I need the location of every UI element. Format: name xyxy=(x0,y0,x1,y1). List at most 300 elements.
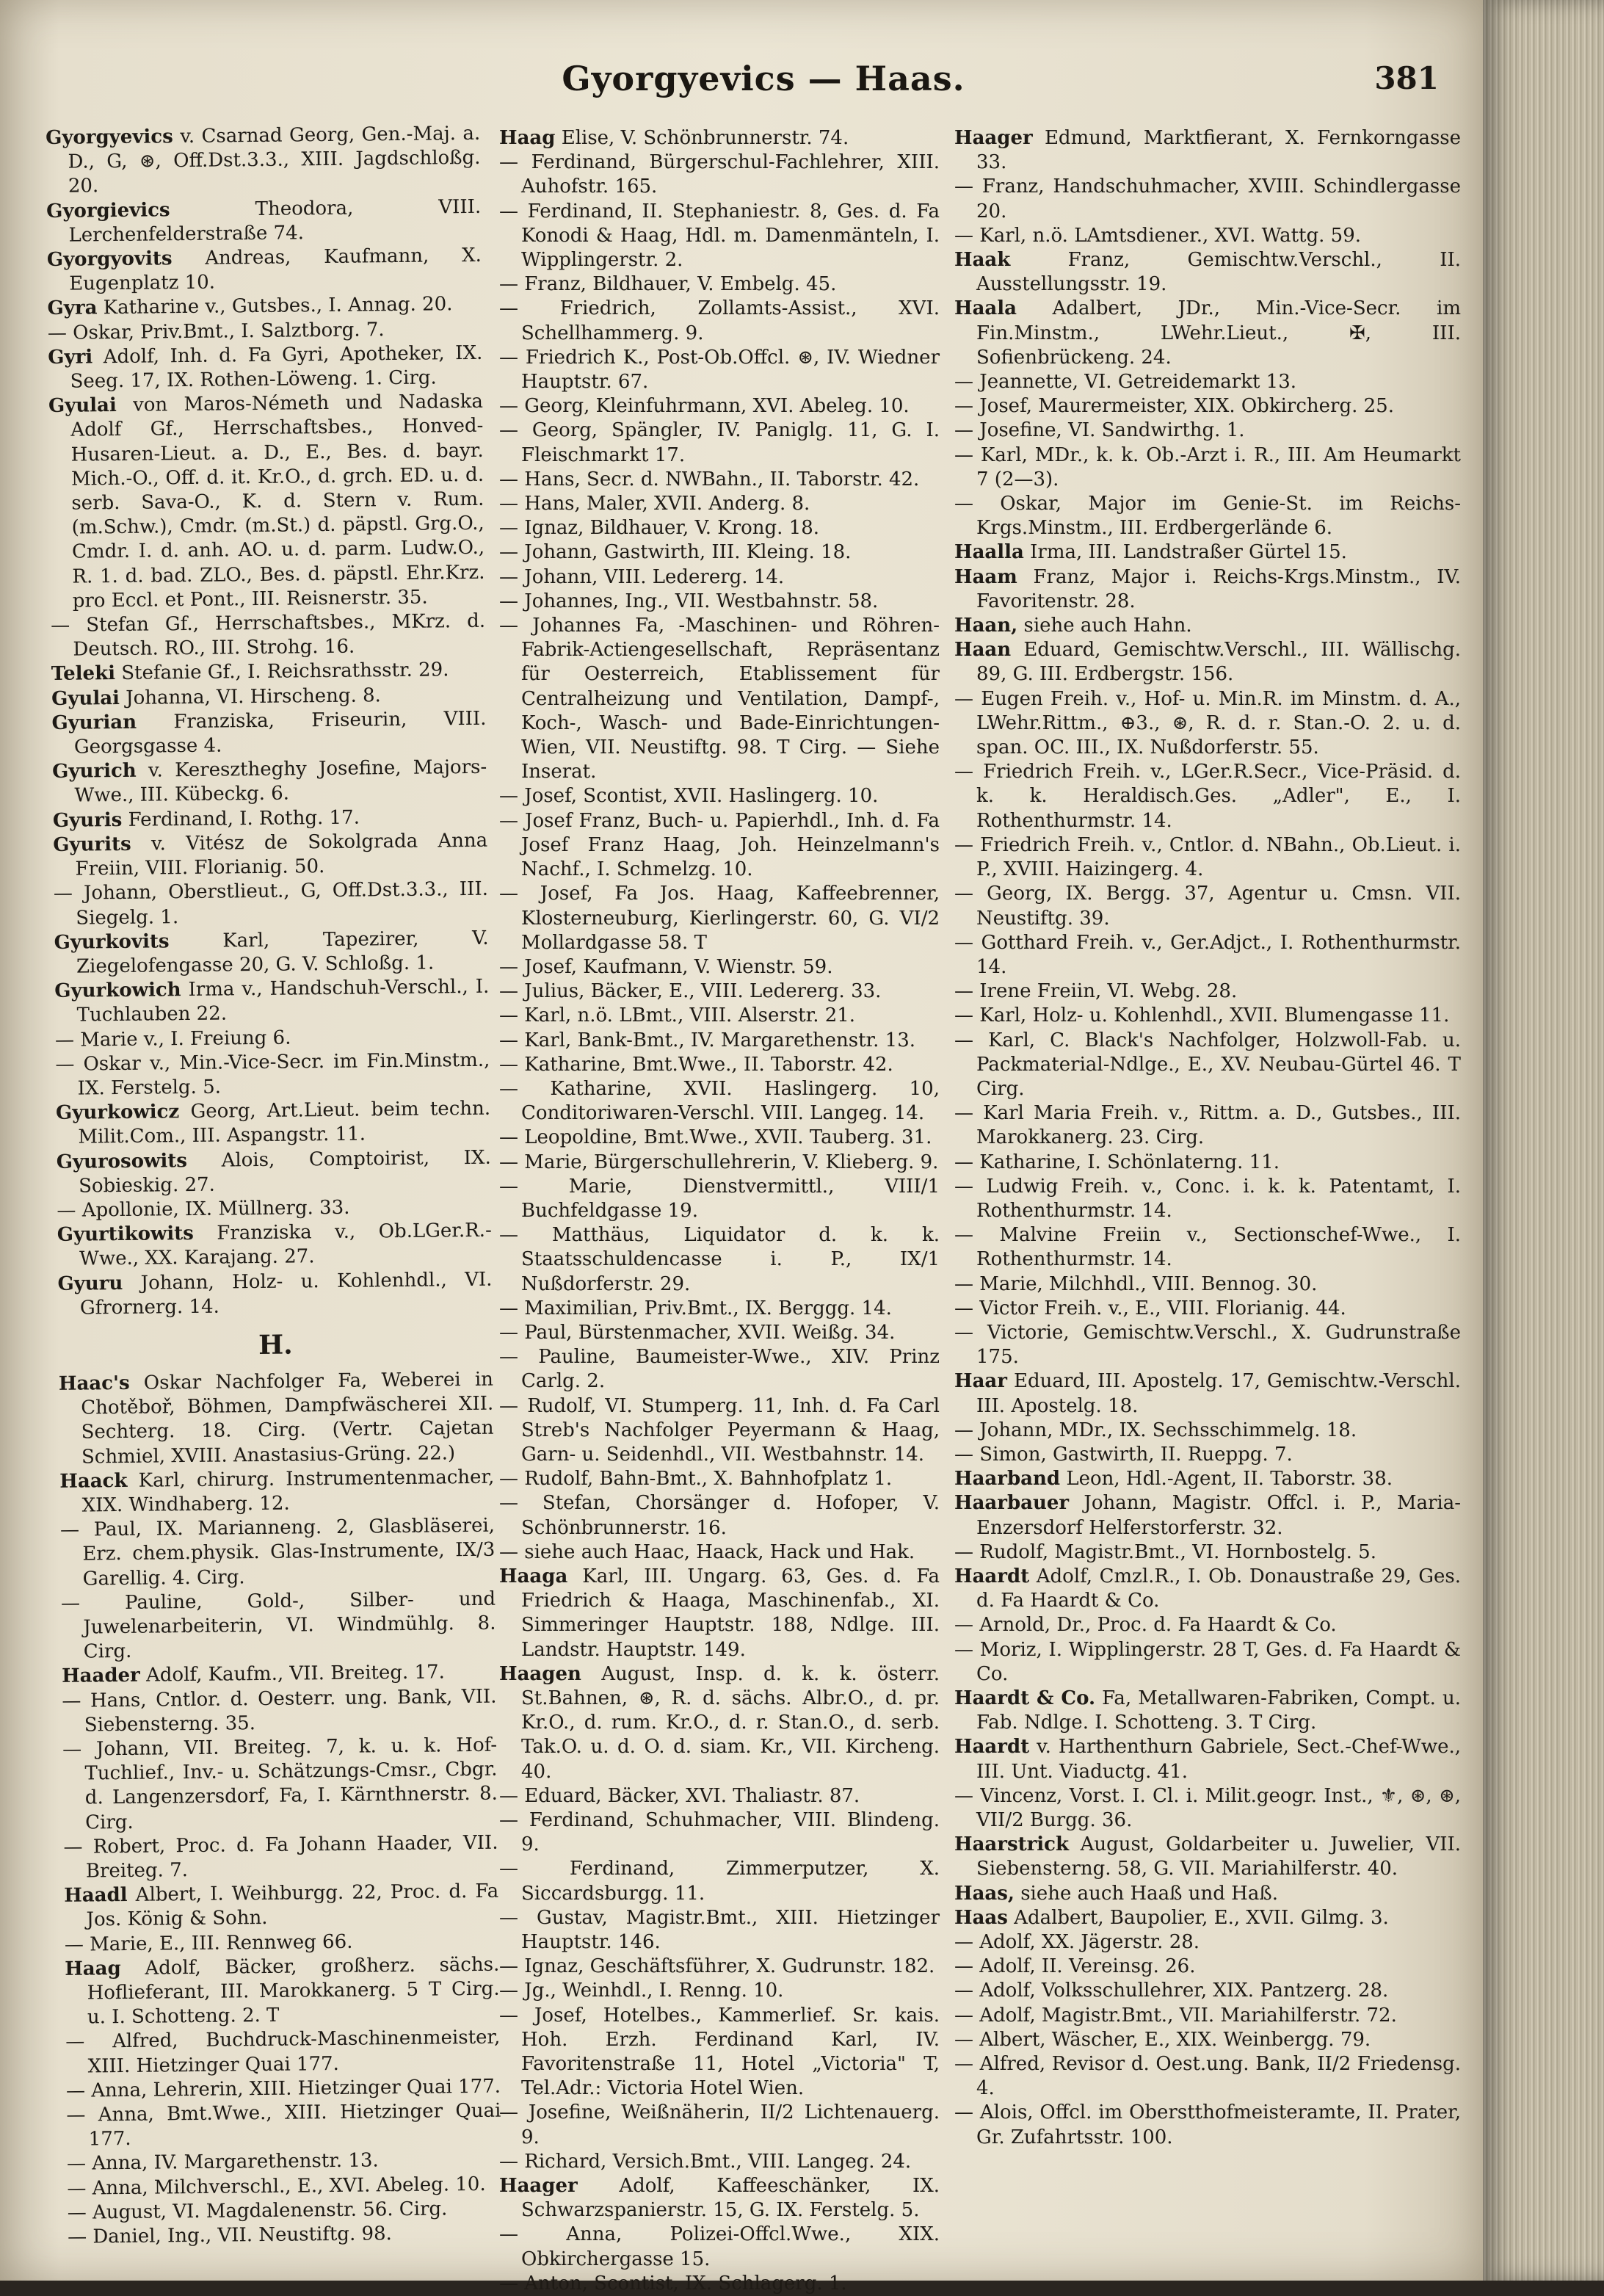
directory-entry xyxy=(954,126,1461,175)
directory-entry xyxy=(954,1321,1461,1369)
entry-surname: Haardt xyxy=(954,1736,1030,1759)
entry-details: siehe auch Hahn. xyxy=(1023,615,1192,637)
entry-surname: Gyulai xyxy=(51,687,120,710)
entry-details: — Apollonie, IX. Müllnerg. 33. xyxy=(57,1196,350,1222)
entry-surname: Gyorgyovits xyxy=(46,247,173,272)
entry-details: v. Harthenthurn Gabriele, Sect.-Chef-Wwe., III. Unt. Viaductg. 41. xyxy=(976,1736,1461,1783)
entry-details: — Georg, Spängler, IV. Paniglg. 11, G. I. Fleischmarkt 17. xyxy=(499,419,940,466)
directory-entry xyxy=(499,1467,940,1491)
entry-details: — Katharine, I. Schönlaterng. 11. xyxy=(954,1151,1280,1173)
entry-surname: Haag xyxy=(65,1957,121,1980)
entry-details: Adolf, Kaufm., VII. Breiteg. 17. xyxy=(145,1661,445,1687)
entry-details: — August, VI. Magdalenenstr. 56. Cirg. xyxy=(67,2198,448,2224)
directory-entry xyxy=(954,687,1461,761)
entry-surname: Gyurkowich xyxy=(54,979,181,1003)
entry-details: Ferdinand, I. Rothg. 17. xyxy=(128,806,360,831)
directory-entry xyxy=(51,609,486,663)
entry-surname: Haala xyxy=(954,297,1017,320)
directory-entry xyxy=(47,292,482,321)
entry-details: — Alois, Offcl. im Oberstthofmeisteramte, II. Prater, Gr. Zufahrtsstr. 100. xyxy=(954,2101,1461,2148)
directory-entry xyxy=(499,1662,940,1784)
directory-entry xyxy=(954,2101,1461,2149)
entry-details: Irma, III. Landstraßer Gürtel 15. xyxy=(1030,541,1347,564)
entry-surname: Gyra xyxy=(47,297,98,320)
entry-details: — Ferdinand, Zimmerputzer, X. Siccardsburgg. 11. xyxy=(499,1858,940,1905)
entry-details: — Johann, Gastwirth, III. Kleing. 18. xyxy=(499,541,852,564)
directory-entry xyxy=(54,877,489,931)
entry-details: Karl, III. Ungarg. 63, Ges. d. Fa Friedrich & Haaga, Maschinenfab., XI. Simmeringer Hauptstr. 188, Ndlge. III. Landstr. Hauptstr. 149. xyxy=(521,1565,940,1661)
entry-surname: Gyuru xyxy=(57,1272,123,1295)
directory-entry xyxy=(499,2272,940,2296)
entry-details: — Marie, Bürgerschullehrerin, V. Klieberg. 9. xyxy=(499,1151,939,1173)
directory-entry xyxy=(954,1369,1461,1418)
entry-surname: Haan, xyxy=(954,615,1018,637)
directory-entry xyxy=(954,1272,1461,1297)
entry-details: — Friedrich Freih. v., LGer.R.Secr., Vice-Präsid. d. k. k. Heraldisch.Ges. „Adler", E., I. Rothenthurmstr. 14. xyxy=(954,761,1461,832)
entry-details: — Johannes Fa, -Maschinen- und Röhren-Fabrik-Actiengesellschaft, Repräsentanz für Oesterreich, Etablissement für Centralheizung und Ventilation, Dampf-, Koch-, Wasch- und Bade-Einrichtungen- Wien, VII. Neustiftg. 98. T Cirg. — Siehe Inserat. xyxy=(499,615,940,783)
directory-entry xyxy=(954,2052,1461,2101)
entry-details: — Eugen Freih. v., Hof- u. Min.R. im Minstm. d. A., LWehr.Rittm., ⊕3., ⊛, R. d. r. Stan.-O. 2. u. d. span. OC. III., IX. Nußdorferstr. 55. xyxy=(954,687,1461,759)
directory-entry xyxy=(57,1145,492,1199)
entry-details: — Josef, Hotelbes., Kammerlief. Sr. kais. Hoh. Erzh. Ferdinand Karl, IV. Favoritenstraße 11, Hotel „Victoria" T, Tel.Adr.: Victoria Hotel Wien. xyxy=(499,2004,940,2100)
entry-surname: Haalla xyxy=(954,541,1024,564)
entry-details: — Marie, E., III. Rennweg 66. xyxy=(64,1930,353,1956)
directory-entry xyxy=(48,390,485,614)
entry-details: — Ignaz, Bildhauer, V. Krong. 18. xyxy=(499,517,820,540)
entry-details: Alois, Comptoirist, IX. Sobieskig. 27. xyxy=(78,1146,491,1198)
entry-details: Franziska, Friseurin, VIII. Georgsgasse 4. xyxy=(73,707,487,758)
column-2 xyxy=(499,126,940,2295)
directory-entry xyxy=(954,224,1461,248)
entry-details: Theodora, VIII. Lerchenfelderstraße 74. xyxy=(68,195,482,247)
directory-entry xyxy=(499,1077,940,1126)
entry-surname: Teleki xyxy=(51,662,116,686)
directory-entry xyxy=(68,2197,502,2226)
directory-entry xyxy=(51,707,487,761)
entry-details: — Julius, Bäcker, E., VIII. Ledererg. 33. xyxy=(499,980,882,1003)
entry-details: — Rudolf, Magistr.Bmt., VI. Hornbostelg. 5. xyxy=(954,1540,1376,1563)
directory-entry xyxy=(60,1514,496,1592)
entry-details: — Oskar v., Min.-Vice-Secr. im Fin.Minstm., IX. Ferstelg. 5. xyxy=(55,1049,490,1100)
entry-details: Andreas, Kaufmann, X. Eugenplatz 10. xyxy=(69,244,482,295)
entry-details: — Maximilian, Priv.Bmt., IX. Berggg. 14. xyxy=(499,1297,892,1319)
entry-surname: Gyurosowits xyxy=(56,1149,188,1173)
directory-entry xyxy=(57,1219,493,1272)
directory-entry xyxy=(954,1223,1461,1272)
directory-entry xyxy=(499,1491,940,1540)
entry-surname: Gyorgyevics xyxy=(46,126,173,149)
directory-entry xyxy=(56,1097,491,1151)
entry-details: — Arnold, Dr., Proc. d. Fa Haardt & Co. xyxy=(954,1614,1337,1637)
entry-details: — Anna, Lehrerin, XIII. Hietzinger Quai 177. xyxy=(65,2075,501,2102)
directory-entry xyxy=(954,1613,1461,1637)
entry-details: — Karl, Bank-Bmt., IV. Margarethenstr. 13. xyxy=(499,1029,916,1051)
entry-details: Adalbert, Baupolier, E., XVII. Gilmg. 3. xyxy=(1014,1906,1389,1929)
directory-entry xyxy=(954,638,1461,687)
entry-details: siehe auch Haaß und Haß. xyxy=(1020,1882,1278,1905)
directory-entry xyxy=(46,122,481,200)
directory-entry xyxy=(499,784,940,808)
entry-details: — Hans, Secr. d. NWBahn., II. Taborstr. 42. xyxy=(499,468,920,490)
directory-entry xyxy=(954,1467,1461,1491)
entry-details: — Karl, C. Black's Nachfolger, Holzwoll-Fab. u. Packmaterial-Ndlge., E., XV. Neubau-Gürtel 46. T Cirg. xyxy=(954,1029,1461,1100)
entry-details: — Adolf, Magistr.Bmt., VII. Mariahilferstr. 72. xyxy=(954,2004,1397,2027)
entry-details: — Karl Maria Freih. v., Rittm. a. D., Gutsbes., III. Marokkanerg. 23. Cirg. xyxy=(954,1102,1461,1149)
directory-entry xyxy=(954,1540,1461,1565)
entry-details: — Johann, MDr., IX. Sechsschimmelg. 18. xyxy=(954,1419,1357,1441)
entry-details: — Paul, IX. Marianneng. 2, Glasbläserei, Erz. chem.physik. Glas-Instrumente, IX/3 Garellig. 4. Cirg. xyxy=(59,1514,496,1590)
entry-details: — Hans, Maler, XVII. Anderg. 8. xyxy=(499,493,810,515)
entry-details: Johanna, VI. Hirscheng. 8. xyxy=(126,684,382,709)
entry-details: — Ignaz, Geschäftsführer, X. Gudrunstr. 182. xyxy=(499,1955,935,1978)
entry-surname: Gyulai xyxy=(48,394,117,418)
directory-entry xyxy=(954,540,1461,565)
entry-details: — Eduard, Bäcker, XVI. Thaliastr. 87. xyxy=(499,1784,860,1807)
entry-details: — Alfred, Revisor d. Oest.ung. Bank, II/2 Friedensg. 4. xyxy=(954,2053,1461,2100)
entry-details: — Friedrich Freih. v., Cntlor. d. NBahn., Ob.Lieut. i. P., XVIII. Haizingerg. 4. xyxy=(954,833,1461,881)
entry-details: — Oskar, Major im Genie-St. im Reichs-Krgs.Minstm., III. Erdbergerlände 6. xyxy=(954,493,1461,540)
directory-entry xyxy=(499,297,940,345)
directory-entry xyxy=(499,151,940,199)
entry-details: Johann, Magistr. Offcl. i. P., Maria-Enzersdorf Helferstorferstr. 32. xyxy=(976,1492,1462,1539)
entry-details: Oskar Nachfolger Fa, Weberei in Chotěboř, Böhmen, Dampfwäscherei XII. Sechterg. 18. Cirg. (Vertr. Cajetan Schmiel, XVIII. Anastasius-Grüng. 22.) xyxy=(81,1368,494,1469)
entry-surname: Haardt xyxy=(954,1565,1030,1587)
directory-entry xyxy=(954,931,1461,979)
page-number: 381 xyxy=(1374,60,1439,96)
entry-details: — Johann, VII. Breiteg. 7, k. u. k. Hof-Tuchlief., Inv.- u. Schätzungs-Cmsr., Cbgr. d. Langenzersdorf, Fa, I. Kärnthnerstr. 8. Cirg. xyxy=(62,1734,498,1834)
entry-surname: Haaga xyxy=(499,1565,568,1587)
directory-entry xyxy=(499,346,940,394)
entry-surname: Haarband xyxy=(954,1468,1061,1491)
directory-entry xyxy=(499,419,940,467)
entry-details: — Katharine, Bmt.Wwe., II. Taborstr. 42. xyxy=(499,1053,893,1076)
entry-details: von Maros-Németh und Nadaska Adolf Gf., Herrschaftsbes., Honved-Husaren-Lieut. a. D., E., Bes. d. bayr. Mich.-O., Off. d. it. Kr.O., d. grch. ED. u. d. serb. Sava-O., K. d. Stern v. Rum. (m.Schw.), Cmdr. (m.St.) d. päpstl. Grg.O., Cmdr. I. d. anh. AO. u. d. parm. Ludw.O., R. 1. d. bad. ZLO., Bes. d. päpstl. Ehr.Krz. pro Eccl. et Pont., III. Reisnerstr. 35. xyxy=(70,391,485,612)
directory-entry xyxy=(499,1175,940,1223)
entry-details: — Adolf, II. Vereinsg. 26. xyxy=(954,1955,1196,1978)
entry-details: — Anna, Polizei-Offcl.Wwe., XIX. Obkirchergasse 15. xyxy=(499,2223,940,2270)
entry-details: Katharine v., Gutsbes., I. Annag. 20. xyxy=(103,293,453,319)
entry-surname: Gyurits xyxy=(53,833,131,856)
entry-details: Adolf, Kaffeeschänker, IX. Schwarzspanierstr. 15, G. IX. Ferstelg. 5. xyxy=(521,2175,940,2222)
directory-entry xyxy=(499,2150,940,2174)
entry-details: — Franz, Handschuhmacher, XVIII. Schindlergasse 20. xyxy=(954,175,1461,222)
directory-entry xyxy=(499,1223,940,1297)
entry-details: Franziska v., Ob.LGer.R.-Wwe., XX. Karajang. 27. xyxy=(79,1219,492,1270)
directory-entry xyxy=(954,443,1461,492)
directory-entry xyxy=(499,590,940,614)
directory-entry xyxy=(954,1443,1461,1467)
directory-entry xyxy=(499,1906,940,1955)
entry-details: — Karl, Holz- u. Kohlenhdl., XVII. Blumengasse 11. xyxy=(954,1004,1450,1027)
entry-details: — Robert, Proc. d. Fa Johann Haader, VII. Breiteg. 7. xyxy=(63,1831,498,1883)
directory-entry xyxy=(62,1684,497,1738)
directory-entry xyxy=(954,394,1461,419)
directory-entry xyxy=(499,540,940,565)
entry-details: August, Goldarbeiter u. Juwelier, VII. Siebensterng. 58, G. VII. Mariahilferstr. 40. xyxy=(976,1833,1462,1880)
entry-surname: Haarbauer xyxy=(954,1492,1070,1515)
entry-details: — Karl, n.ö. LBmt., VIII. Alserstr. 21. xyxy=(499,1004,856,1027)
directory-entry xyxy=(54,975,490,1029)
directory-entry xyxy=(954,1565,1461,1613)
entry-surname: Haas, xyxy=(954,1882,1015,1905)
entry-details: — Pauline, Baumeister-Wwe., XIV. Prinz Carlg. 2. xyxy=(499,1346,940,1393)
entry-details: — Josef, Kaufmann, V. Wienstr. 59. xyxy=(499,955,833,978)
entry-details: — Ferdinand, Bürgerschul-Fachlehrer, XIII. Auhofstr. 165. xyxy=(499,151,940,198)
entry-details: — Josef, Maurermeister, XIX. Obkircherg. 25. xyxy=(954,395,1394,418)
directory-entry xyxy=(499,955,940,979)
entry-details: — Josefine, Weißnäherin, II/2 Lichtenauerg. 9. xyxy=(499,2101,940,2148)
directory-entry xyxy=(499,1297,940,1321)
entry-surname: Haarstrick xyxy=(954,1833,1070,1856)
entry-details: — Pauline, Gold-, Silber- und Juwelenarbeiterin, VI. Windmühlg. 8. Cirg. xyxy=(60,1587,496,1663)
book-page-edges xyxy=(1483,0,1604,2281)
directory-entry xyxy=(499,1004,940,1028)
entry-details: Karl, chirurg. Instrumentenmacher, XIX. Windhaberg. 12. xyxy=(81,1466,495,1517)
entry-surname: Haas xyxy=(954,1906,1008,1929)
directory-entry xyxy=(954,1930,1461,1955)
directory-entry xyxy=(954,614,1461,638)
directory-entry xyxy=(499,2004,940,2101)
directory-entry xyxy=(499,1151,940,1175)
directory-entry xyxy=(62,1734,498,1836)
entry-details: — Jeannette, VI. Getreidemarkt 13. xyxy=(954,371,1297,394)
entry-details: — Malvine Freiin v., Sectionschef-Wwe., I. Rothenthurmstr. 14. xyxy=(954,1224,1461,1271)
directory-entry xyxy=(499,1979,940,2003)
directory-entry xyxy=(954,1979,1461,2003)
entry-details: — Marie, Milchhdl., VIII. Bennog. 30. xyxy=(954,1272,1318,1295)
entry-details: — Matthäus, Liquidator d. k. k. Staatsschuldencasse i. P., IX/1 Nußdorferstr. 29. xyxy=(499,1224,940,1295)
directory-entry xyxy=(954,1906,1461,1930)
entry-details: — Albert, Wäscher, E., XIX. Weinbergg. 79. xyxy=(954,2028,1371,2051)
entry-details: — Moriz, I. Wipplingerstr. 28 T, Ges. d. Fa Haardt & Co. xyxy=(954,1638,1461,1685)
directory-entry xyxy=(499,2174,940,2223)
directory-entry xyxy=(499,468,940,492)
entry-details: — Leopoldine, Bmt.Wwe., XVII. Tauberg. 31. xyxy=(499,1126,932,1149)
directory-entry xyxy=(48,341,483,395)
directory-entry xyxy=(954,370,1461,394)
entry-details: — Ludwig Freih. v., Conc. i. k. k. Patentamt, I. Rothenthurmstr. 14. xyxy=(954,1175,1461,1222)
entry-details: Adolf, Inh. d. Fa Gyri, Apotheker, IX. Seeg. 17, IX. Rothen-Löweng. 1. Cirg. xyxy=(70,341,483,393)
entry-surname: Haan xyxy=(954,639,1012,662)
directory-entry xyxy=(499,979,940,1004)
entry-details: — Adolf, XX. Jägerstr. 28. xyxy=(954,1931,1200,1954)
directory-entry xyxy=(499,1857,940,1905)
entry-details: — Johannes, Ing., VII. Westbahnstr. 58. xyxy=(499,590,879,612)
entry-details: — Franz, Bildhauer, V. Embelg. 45. xyxy=(499,273,837,296)
directory-entry xyxy=(499,1321,940,1345)
directory-entry xyxy=(52,756,487,809)
directory-entry xyxy=(65,2026,501,2079)
entry-details: — siehe auch Haac, Haack, Hack und Hak. xyxy=(499,1540,915,1563)
entry-details: — Anton, Scontist, IX. Schlagerg. 1. xyxy=(499,2272,847,2295)
entry-details: — Johann, VIII. Ledererg. 14. xyxy=(499,565,785,588)
entry-details: — Karl, MDr., k. k. Ob.-Arzt i. R., III. Am Heumarkt 7 (2—3). xyxy=(954,443,1461,490)
directory-entry xyxy=(64,1880,499,1933)
entry-details: — Victorie, Gemischtw.Verschl., X. Gudrunstraße 175. xyxy=(954,1321,1461,1369)
directory-entry xyxy=(499,516,940,540)
directory-entry xyxy=(954,1687,1461,1735)
directory-entry xyxy=(499,1053,940,1077)
entry-details: — Georg, IX. Bergg. 37, Agentur u. Cmsn. VII. Neustiftg. 39. xyxy=(954,883,1461,930)
directory-entry xyxy=(499,614,940,784)
entry-details: — Gustav, Magistr.Bmt., XIII. Hietzinger Hauptstr. 146. xyxy=(499,1906,940,1954)
directory-entry xyxy=(499,1540,940,1565)
directory-entry xyxy=(954,760,1461,833)
entry-details: — Rudolf, VI. Stumperg. 11, Inh. d. Fa Carl Streb's Nachfolger Peyermann & Haag, Garn- u. Seidenhdl., VII. Westbahnstr. 14. xyxy=(499,1394,940,1466)
entry-details: Leon, Hdl.-Agent, II. Taborstr. 38. xyxy=(1066,1468,1393,1491)
entry-details: Franz, Major i. Reichs-Krgs.Minstm., IV. Favoritenstr. 28. xyxy=(976,565,1462,612)
entry-surname: Haac's xyxy=(58,1372,130,1395)
directory-entry xyxy=(954,2004,1461,2028)
directory-entry xyxy=(954,1491,1461,1540)
directory-entry xyxy=(499,1565,940,1662)
directory-entry xyxy=(59,1368,494,1470)
directory-entry xyxy=(499,126,940,151)
entry-details: — Simon, Gastwirth, II. Rueppg. 7. xyxy=(954,1443,1293,1466)
entry-surname: Haager xyxy=(499,2175,578,2198)
directory-entry xyxy=(954,1101,1461,1150)
directory-entry xyxy=(499,492,940,516)
directory-entry xyxy=(954,419,1461,443)
directory-entry xyxy=(499,1808,940,1857)
directory-entry xyxy=(46,195,482,248)
directory-entry xyxy=(55,1048,490,1101)
entry-surname: Haardt & Co. xyxy=(954,1687,1096,1709)
directory-entry xyxy=(954,1175,1461,1223)
directory-entry xyxy=(54,926,489,979)
entry-details: Franz, Gemischtw.Verschl., II. Ausstellungsstr. 19. xyxy=(976,249,1462,296)
entry-details: — Josef Franz, Buch- u. Papierhdl., Inh. d. Fa Josef Franz Haag, Joh. Heinzelmann's Nachf., I. Schmelzg. 10. xyxy=(499,809,940,881)
entry-details: — Irene Freiin, VI. Webg. 28. xyxy=(954,980,1238,1003)
directory-entry xyxy=(499,1394,940,1468)
entry-details: — Katharine, XVII. Haslingerg. 10, Conditoriwaren-Verschl. VIII. Langeg. 14. xyxy=(499,1077,940,1125)
entry-details: Adolf, Bäcker, großherz. sächs. Hoflieferant, III. Marokkanerg. 5 T Cirg. u. I. Schotteng. 2. T xyxy=(87,1953,500,2029)
directory-entry xyxy=(66,2099,501,2153)
entry-details: — Daniel, Ing., VII. Neustiftg. 98. xyxy=(67,2223,393,2248)
entry-details: Johann, Holz- u. Kohlenhdl., VI. Gfrornerg. 14. xyxy=(79,1268,493,1319)
directory-entry xyxy=(954,1735,1461,1783)
directory-entry xyxy=(499,882,940,955)
directory-entry xyxy=(954,175,1461,223)
directory-entry xyxy=(499,1345,940,1394)
directory-entry xyxy=(954,1004,1461,1028)
entry-surname: Haar xyxy=(954,1370,1007,1393)
entry-surname: Gyurich xyxy=(52,760,137,783)
directory-entry xyxy=(499,2101,940,2149)
directory-entry xyxy=(47,244,482,297)
entry-details: — Anna, Milchverschl., E., XVI. Abeleg. 10. xyxy=(67,2173,486,2200)
entry-surname: Haam xyxy=(954,565,1017,588)
entry-surname: Haack xyxy=(59,1469,128,1493)
entry-details: — Josef, Scontist, XVII. Haslingerg. 10. xyxy=(499,785,879,808)
directory-entry xyxy=(499,2223,940,2271)
entry-surname: Haag xyxy=(499,127,556,149)
directory-entry xyxy=(499,1126,940,1150)
entry-details: Irma v., Handschuh-Verschl., I. Tuchlauben 22. xyxy=(76,975,490,1026)
entry-surname: Gyurtikowits xyxy=(57,1223,195,1247)
entry-details: — Alfred, Buchdruck-Maschinenmeister, XIII. Hietzinger Quai 177. xyxy=(65,2027,501,2078)
entry-details: — Gotthard Freih. v., Ger.Adjct., I. Rothenthurmstr. 14. xyxy=(954,931,1461,978)
directory-entry xyxy=(57,1267,493,1321)
entry-details: v. Vitész de Sokolgrada Anna Freiin, VIII. Florianig. 50. xyxy=(75,829,488,880)
entry-surname: Gyuris xyxy=(52,808,123,832)
directory-entry xyxy=(954,248,1461,297)
column-3 xyxy=(954,126,1461,2226)
entry-details: — Oskar, Priv.Bmt., I. Salztborg. 7. xyxy=(47,318,385,344)
entry-details: — Friedrich K., Post-Ob.Offcl. ⊛, IV. Wiedner Hauptstr. 67. xyxy=(499,346,940,394)
directory-entry xyxy=(954,1638,1461,1687)
entry-details: — Adolf, Volksschullehrer, XIX. Pantzerg. 28. xyxy=(954,1980,1389,2002)
directory-entry xyxy=(68,2221,502,2250)
column-1 xyxy=(46,122,502,2248)
entry-details: — Rudolf, Bahn-Bmt., X. Bahnhofplatz 1. xyxy=(499,1468,893,1491)
entry-surname: Haader xyxy=(61,1665,140,1688)
directory-entry xyxy=(954,1882,1461,1906)
directory-entry xyxy=(499,1784,940,1808)
entry-details: — Victor Freih. v., E., VIII. Florianig. 44. xyxy=(954,1297,1346,1319)
entry-surname: Gyurkovits xyxy=(54,930,170,954)
entry-surname: Haadl xyxy=(64,1884,128,1908)
directory-entry xyxy=(954,979,1461,1004)
running-head: Gyorgyevics — Haas. xyxy=(562,59,965,98)
entry-surname: Gyurian xyxy=(51,711,137,734)
entry-details: — Anna, IV. Margarethenstr. 13. xyxy=(66,2149,379,2176)
directory-entry xyxy=(62,1660,496,1689)
directory-entry xyxy=(51,658,486,687)
entry-details: Eduard, III. Apostelg. 17, Gemischtw.-Verschl. III. Apostelg. 18. xyxy=(976,1370,1462,1417)
entry-surname: Gyri xyxy=(48,346,93,369)
entry-surname: Gyorgievics xyxy=(46,198,170,222)
directory-entry xyxy=(59,1465,495,1518)
entry-details: — Stefan Gf., Herrschaftsbes., MKrz. d. Deutsch. RO., III. Strohg. 16. xyxy=(50,609,486,661)
directory-entry xyxy=(954,882,1461,930)
directory-entry xyxy=(499,272,940,297)
entry-details: — Paul, Bürstenmacher, XVII. Weißg. 34. xyxy=(499,1321,896,1344)
directory-entry xyxy=(63,1830,498,1884)
directory-entry xyxy=(954,1029,1461,1102)
entry-details: — Jg., Weinhdl., I. Renng. 10. xyxy=(499,1980,784,2002)
entry-details: — Johann, Oberstlieut., G, Off.Dst.3.3., III. Siegelg. 1. xyxy=(53,878,489,930)
entry-details: v. Keresztheghy Josefine, Majors-Wwe., III. Kübeckg. 6. xyxy=(74,756,487,808)
entry-details: v. Csarnad Georg, Gen.-Maj. a. D., G, ⊛, Off.Dst.3.3., XIII. Jagdschloßg. 20. xyxy=(68,122,481,198)
entry-details: — Vincenz, Vorst. I. Cl. i. Milit.geogr. Inst., ⚜, ⊛, ⊛, VII/2 Burgg. 36. xyxy=(954,1784,1461,1832)
entry-details: — Marie, Dienstvermittl., VIII/1 Buchfeldgasse 19. xyxy=(499,1175,940,1222)
entry-surname: Gyurkowicz xyxy=(55,1101,180,1125)
directory-entry xyxy=(65,1952,500,2030)
directory-entry xyxy=(954,1955,1461,1979)
directory-entry xyxy=(499,565,940,590)
entry-details: Stefanie Gf., I. Reichsrathsstr. 29. xyxy=(121,659,449,685)
directory-entry xyxy=(499,809,940,883)
entry-details: — Karl, n.ö. LAmtsdiener., XVI. Wattg. 59. xyxy=(954,224,1361,247)
entry-details: — Josef, Fa Jos. Haag, Kaffeebrenner, Klosterneuburg, Kierlingerstr. 60, G. VI/2 Mollardgasse 58. T xyxy=(499,883,940,954)
entry-details: Edmund, Marktfierant, X. Fernkorngasse 33. xyxy=(976,127,1462,174)
directory-entry xyxy=(61,1587,496,1665)
entry-details: Eduard, Gemischtw.Verschl., III. Wällischg. 89, G. III. Erdbergstr. 156. xyxy=(976,639,1462,686)
entry-surname: Haagen xyxy=(499,1662,581,1685)
entry-surname: Haager xyxy=(954,127,1033,149)
entry-details: — Anna, Bmt.Wwe., XIII. Hietzinger Quai 177. xyxy=(66,2099,501,2151)
directory-entry xyxy=(954,2028,1461,2052)
entry-details: August, Insp. d. k. k. österr. St.Bahnen, ⊛, R. d. sächs. Albr.O., d. pr. Kr.O., d. rum. Kr.O., d. r. Stan.O., d. serb. Tak.O. u. d. O. d. siam. Kr., VII. Kircheng. 40. xyxy=(521,1662,940,1783)
directory-entry xyxy=(954,833,1461,882)
entry-details: — Richard, Versich.Bmt., VIII. Langeg. 24. xyxy=(499,2150,912,2173)
directory-entry xyxy=(954,492,1461,540)
entry-details: — Marie v., I. Freiung 6. xyxy=(54,1026,291,1051)
section-letter-heading: H. xyxy=(258,1329,293,1361)
entry-details: — Stefan, Chorsänger d. Hofoper, V. Schönbrunnerstr. 16. xyxy=(499,1492,940,1539)
entry-details: — Hans, Cntlor. d. Oesterr. ung. Bank, VII. Siebensterng. 35. xyxy=(62,1685,497,1737)
